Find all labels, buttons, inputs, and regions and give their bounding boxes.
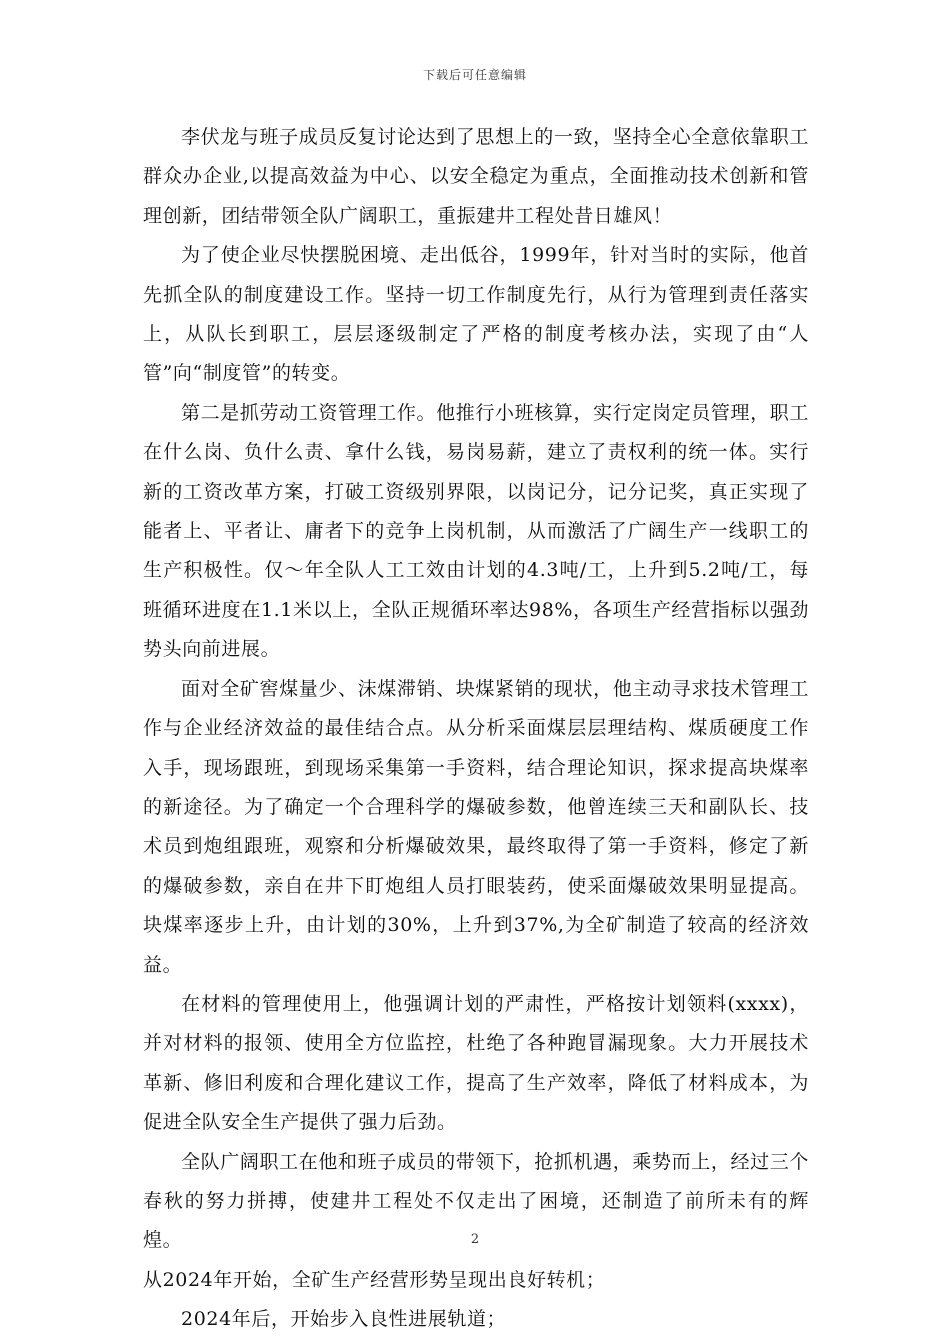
paragraph: 面对全矿窖煤量少、沫煤滞销、块煤紧销的现状，他主动寻求技术管理工作与企业经济效益的最佳结合点。从分析采面煤层层理结构、煤质硬度工作入手，现场跟班，到现场采集第一手资料，结合理论知识，探求提高块煤率的新途径。为了确定一个合理科学的爆破参数，他曾连续三天和副队长、技术员到炮组跟班，观察和分析爆破效果，最终取得了第一手资料，修定了新的爆破参数，亲自在井下盯炮组人员打眼装药，使采面爆破效果明显提高。块煤率逐步上升，由计划的30%，上升到37%,为全矿制造了较高的经济效益。 [143,677,809,976]
paragraph: 在材料的管理使用上，他强调计划的严肃性，严格按计划领料(xxxx)，并对材料的报领、使用全方位监控，杜绝了各种跑冒漏现象。大力开展技术革新、修旧利废和合理化建议工作，提高了生产效率，降低了材料成本，为促进全队安全生产提供了强力后劲。 [143,992,809,1134]
document-body [143,118,809,1340]
paragraph: 从2024年开始，全矿生产经营形势呈现出良好转机； [143,1268,606,1291]
paragraph: 第二是抓劳动工资管理工作。他推行小班核算，实行定岗定员管理，职工在什么岗、负什么责、拿什么钱，易岗易薪，建立了责权利的统一体。实行新的工资改革方案，打破工资级别界限，以岗记分，记分记奖，真正实现了能者上、平者让、庸者下的竞争上岗机制，从而激活了广阔生产一线职工的生产积极性。仅～年全队人工工效由计划的4.3吨/工，上升到5.2吨/工，每班循环进度在1.1米以上，全队正规循环率达98%，各项生产经营指标以强劲势头向前进展。 [143,401,809,661]
paragraph: 2024年后，开始步入良性进展轨道； [181,1308,507,1331]
paragraph: 李伏龙与班子成员反复讨论达到了思想上的一致，坚持全心全意依靠职工群众办企业,以提高效益为中心、以安全稳定为重点，全面推动技术创新和管理创新，团结带领全队广阔职工，重振建井工程处昔日雄风！ [143,126,809,227]
paragraph: 全队广阔职工在他和班子成员的带领下，抢抓机遇，乘势而上，经过三个春秋的努力拼搏，使建井工程处不仅走出了困境，还制造了前所未有的辉煌。 [143,1150,809,1252]
page-number: 2 [470,1232,480,1247]
paragraph: 为了使企业尽快摆脱困境、走出低谷，1999年，针对当时的实际，他首先抓全队的制度建设工作。坚持一切工作制度先行，从行为管理到责任落实上，从队长到职工，层层逐级制定了严格的制度考核办法，实现了由“人管”向“制度管”的转变。 [143,244,809,385]
page-header: 下载后可任意编辑 [422,68,527,82]
